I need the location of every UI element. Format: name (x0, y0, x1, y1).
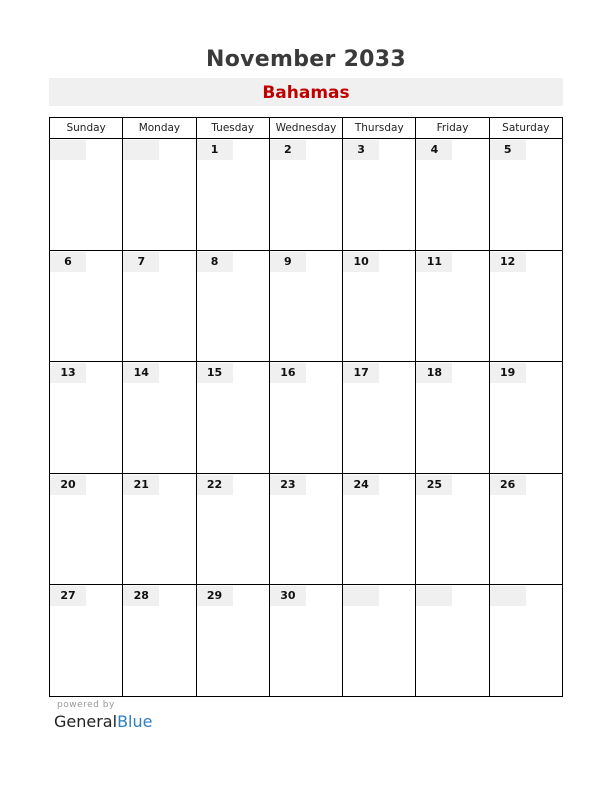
day-number: 16 (270, 363, 306, 383)
day-cell (343, 250, 416, 362)
week-row (50, 585, 563, 697)
day-cell (489, 139, 562, 251)
day-number: 5 (490, 140, 526, 160)
weekday-header-row (50, 118, 563, 139)
day-cell (50, 473, 123, 585)
day-cell (269, 473, 342, 585)
day-number (490, 586, 526, 606)
day-number: 17 (343, 363, 379, 383)
weekday-friday: Friday (416, 118, 489, 139)
day-number: 19 (490, 363, 526, 383)
day-cell (123, 362, 196, 474)
day-cell (123, 139, 196, 251)
week-row (50, 250, 563, 362)
day-cell (196, 250, 269, 362)
day-number: 23 (270, 475, 306, 495)
day-number: 30 (270, 586, 306, 606)
day-number: 18 (416, 363, 452, 383)
day-number: 15 (197, 363, 233, 383)
day-cell (50, 362, 123, 474)
day-number: 12 (490, 252, 526, 272)
day-cell (123, 250, 196, 362)
day-cell (50, 585, 123, 697)
day-cell (416, 139, 489, 251)
day-number: 8 (197, 252, 233, 272)
day-number: 7 (123, 252, 159, 272)
day-cell (343, 362, 416, 474)
day-number: 4 (416, 140, 452, 160)
weekday-tuesday: Tuesday (196, 118, 269, 139)
day-number: 22 (197, 475, 233, 495)
day-cell (196, 362, 269, 474)
brand-blue: Blue (117, 712, 153, 731)
day-cell (489, 473, 562, 585)
day-cell (416, 250, 489, 362)
day-cell (196, 585, 269, 697)
day-number: 29 (197, 586, 233, 606)
week-row (50, 139, 563, 251)
day-cell (269, 585, 342, 697)
day-cell (50, 139, 123, 251)
day-cell (196, 473, 269, 585)
brand-general: General (54, 712, 118, 731)
day-cell (123, 473, 196, 585)
day-cell (343, 585, 416, 697)
country-banner (49, 78, 563, 106)
day-cell (269, 139, 342, 251)
day-number: 20 (50, 475, 86, 495)
weekday-wednesday: Wednesday (269, 118, 342, 139)
day-number: 28 (123, 586, 159, 606)
day-cell (416, 473, 489, 585)
weekday-saturday: Saturday (489, 118, 562, 139)
day-number: 1 (197, 140, 233, 160)
day-number (416, 586, 452, 606)
day-cell (416, 362, 489, 474)
generalblue-logo[interactable] (54, 712, 152, 731)
week-row (50, 362, 563, 474)
day-number: 21 (123, 475, 159, 495)
day-number: 27 (50, 586, 86, 606)
day-cell (50, 250, 123, 362)
day-cell (123, 585, 196, 697)
day-number: 2 (270, 140, 306, 160)
day-number: 3 (343, 140, 379, 160)
country-name: Bahamas (262, 83, 350, 103)
day-number: 25 (416, 475, 452, 495)
day-cell (343, 473, 416, 585)
day-number: 11 (416, 252, 452, 272)
day-number (343, 586, 379, 606)
day-cell (343, 139, 416, 251)
day-number: 9 (270, 252, 306, 272)
weekday-sunday: Sunday (50, 118, 123, 139)
weekday-thursday: Thursday (343, 118, 416, 139)
day-cell (269, 362, 342, 474)
week-row (50, 473, 563, 585)
day-cell (196, 139, 269, 251)
day-number (123, 140, 159, 160)
day-number: 14 (123, 363, 159, 383)
page-title: November 2033 (205, 47, 407, 72)
day-cell (489, 250, 562, 362)
weekday-monday: Monday (123, 118, 196, 139)
day-cell (269, 250, 342, 362)
day-cell (416, 585, 489, 697)
day-number: 10 (343, 252, 379, 272)
day-number: 24 (343, 475, 379, 495)
day-number: 6 (50, 252, 86, 272)
powered-by-label: powered by (57, 700, 115, 710)
day-number: 13 (50, 363, 86, 383)
day-cell (489, 362, 562, 474)
calendar-grid (49, 117, 563, 697)
day-cell (489, 585, 562, 697)
day-number (50, 140, 86, 160)
day-number: 26 (490, 475, 526, 495)
